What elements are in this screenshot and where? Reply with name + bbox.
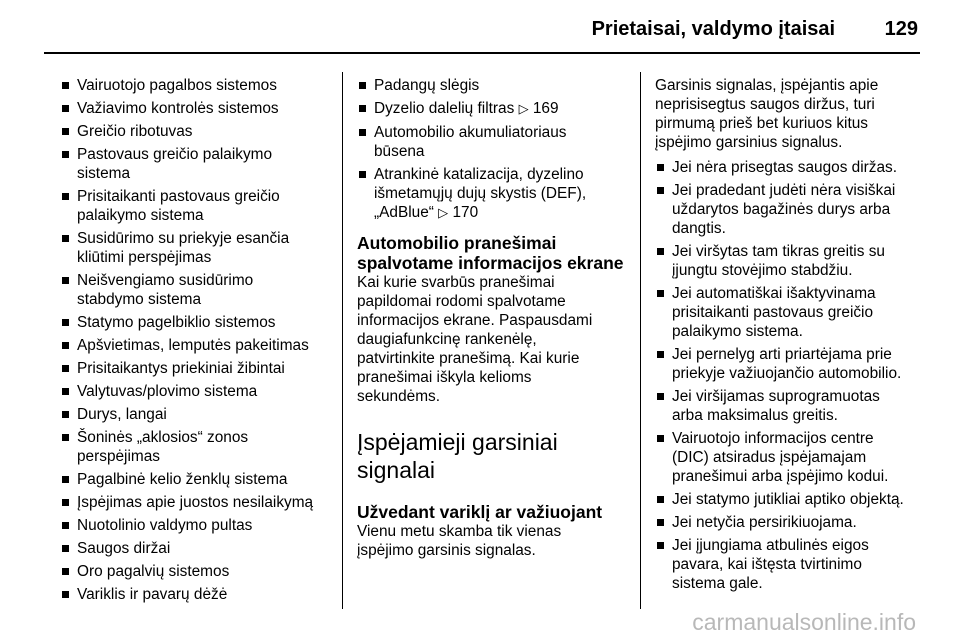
text-line: daugiafunkcinę rankenėlę, — [357, 331, 537, 348]
text-line: kliūtimi perspėjimas — [77, 249, 212, 266]
text-line: papildomai rodomi spalvotame — [357, 293, 566, 310]
text-line: patvirtinkite pranešimą. Kai kurie — [357, 350, 580, 367]
list-item — [60, 405, 332, 424]
page-reference-arrow-icon: ▷ — [438, 206, 449, 221]
text-line: Jei pradedant judėti nėra visiškai — [672, 182, 896, 199]
text-line: Jei įjungiama atbulinės eigos — [672, 537, 869, 554]
section-heading-messages — [357, 233, 629, 273]
text-line: įspėjimo garsinius signalus. — [655, 134, 843, 151]
list-item — [60, 539, 332, 558]
text-line: Apšvietimas, lemputės pakeitimas — [77, 337, 309, 354]
text-line: Oro pagalvių sistemos — [77, 563, 230, 580]
text-line: Vairuotojo pagalbos sistemos — [77, 77, 277, 94]
text-line: (DIC) atsiradus įspėjamajam — [672, 449, 867, 466]
text-line: Įspėjimas apie juostos nesilaikymą — [77, 494, 314, 511]
text-line: išmetamųjų dujų skystis (DEF), — [374, 185, 587, 202]
page-title: Prietaisai, valdymo įtaisai — [591, 18, 836, 40]
list-item — [60, 428, 332, 466]
list-item — [60, 336, 332, 355]
text-line: Statymo pagelbiklio sistemos — [77, 314, 276, 331]
column-1 — [60, 76, 332, 608]
list-item — [60, 122, 332, 141]
text-line: priekyje važiuojančio automobilio. — [672, 365, 902, 382]
text-line: prisitaikanti pastovaus greičio — [672, 304, 874, 321]
list-item — [655, 284, 930, 341]
text-line: Pagalbinė kelio ženklų sistema — [77, 471, 288, 488]
column-3 — [655, 76, 930, 597]
seatbelt-chime-paragraph — [655, 76, 930, 152]
watermark: carmanualsonline.info — [692, 609, 916, 635]
text-line: sistema — [77, 165, 131, 182]
text-line: informacijos ekrane. Paspausdami — [357, 312, 593, 329]
text-line: palaikymo sistema — [77, 207, 204, 224]
text-line: Kai kurie svarbūs pranešimai — [357, 274, 555, 291]
text-line: Jei viršijamas suprogramuotas — [672, 388, 880, 405]
chime-conditions-list — [655, 158, 930, 593]
list-item — [60, 99, 332, 118]
text-line: Važiavimo kontrolės sistemos — [77, 100, 279, 117]
text-line: Padangų slėgis — [374, 77, 480, 94]
text-line: Jei viršytas tam tikras greitis su — [672, 243, 885, 260]
section-heading-warning-chimes — [357, 428, 629, 484]
text-line: pranešimui arba įspėjimo kodui. — [672, 468, 889, 485]
chimes-paragraph — [357, 522, 629, 560]
list-item — [655, 536, 930, 593]
header-rule — [44, 52, 920, 54]
text-line: dangtis. — [672, 220, 726, 237]
page-reference[interactable]: 170 — [452, 204, 479, 221]
column-2 — [357, 76, 629, 566]
page-header — [0, 18, 918, 41]
list-item — [655, 429, 930, 486]
text-line: Prisitaikantys priekiniai žibintai — [77, 360, 285, 377]
column-divider-1 — [342, 72, 343, 609]
list-item — [357, 99, 629, 119]
list-item — [60, 313, 332, 332]
messages-paragraph — [357, 273, 629, 406]
list-item — [655, 345, 930, 383]
topic-list — [60, 76, 332, 604]
text-line: Garsinis signalas, įspėjantis apie — [655, 77, 879, 94]
text-line: Susidūrimo su priekyje esančia — [77, 230, 290, 247]
text-line: Įspėjamieji garsiniai — [357, 429, 558, 455]
text-line: Nuotolinio valdymo pultas — [77, 517, 253, 534]
list-item — [655, 158, 930, 177]
text-line: sekundėms. — [357, 388, 440, 405]
list-item — [60, 470, 332, 489]
text-line: Automobilio akumuliatoriaus — [374, 124, 567, 141]
text-line: neprisisegtus saugos diržus, turi — [655, 96, 875, 113]
text-line: Šoninės „aklosios“ zonos — [77, 429, 249, 446]
list-item — [357, 123, 629, 161]
text-line: Jei statymo jutikliai aptiko objektą. — [672, 491, 904, 508]
list-item — [655, 181, 930, 238]
list-item — [60, 562, 332, 581]
text-line: Vairuotojo informacijos centre — [672, 430, 874, 447]
text-line: įspėjimo garsinis signalas. — [357, 542, 536, 559]
list-item — [357, 165, 629, 223]
text-line: spalvotame informacijos ekrane — [357, 253, 624, 273]
text-line: „AdBlue“ — [374, 204, 434, 221]
text-line: arba maksimalus greitis. — [672, 407, 838, 424]
topic-list-continued — [357, 76, 629, 223]
text-line: uždarytos bagažinės durys arba — [672, 201, 891, 218]
text-line: Atrankinė katalizacija, dyzelino — [374, 166, 584, 183]
text-line: pirmumą prieš bet kuriuos kitus — [655, 115, 868, 132]
list-item — [655, 513, 930, 532]
text-line: Jei netyčia persirikiuojama. — [672, 514, 857, 531]
text-line: Dyzelio dalelių filtras — [374, 100, 515, 117]
subheading-starting-engine: Užvedant variklį ar važiuojant — [357, 502, 603, 522]
text-line: Greičio ribotuvas — [77, 123, 193, 140]
page-reference-arrow-icon: ▷ — [518, 102, 529, 117]
text-line: Pastovaus greičio palaikymo — [77, 146, 273, 163]
list-item — [60, 493, 332, 512]
text-line: būsena — [374, 143, 425, 160]
list-item — [357, 76, 629, 95]
text-line: sistema gale. — [672, 575, 763, 592]
text-line: pavara, kai ištęsta tvirtinimo — [672, 556, 862, 573]
text-line: Jei nėra prisegtas saugos diržas. — [672, 159, 897, 176]
list-item — [655, 490, 930, 509]
text-line: palaikymo sistema. — [672, 323, 803, 340]
list-item — [60, 145, 332, 183]
list-item — [655, 242, 930, 280]
text-line: Valytuvas/plovimo sistema — [77, 383, 258, 400]
page-reference[interactable]: 169 — [532, 100, 559, 117]
list-item — [655, 387, 930, 425]
text-line: perspėjimas — [77, 448, 160, 465]
text-line: pranešimai iškyla kelioms — [357, 369, 532, 386]
list-item — [60, 229, 332, 267]
list-item — [60, 585, 332, 604]
list-item — [60, 382, 332, 401]
text-line: Prisitaikanti pastovaus greičio — [77, 188, 280, 205]
text-line: Neišvengiamo susidūrimo — [77, 272, 254, 289]
text-line: įjungtu stovėjimo stabdžiu. — [672, 262, 853, 279]
text-line: Saugos diržai — [77, 540, 171, 557]
column-divider-2 — [640, 72, 641, 609]
text-line: Jei automatiškai išaktyvinama — [672, 285, 876, 302]
list-item — [60, 76, 332, 95]
text-line: Durys, langai — [77, 406, 167, 423]
list-item — [60, 187, 332, 225]
list-item — [60, 271, 332, 309]
text-line: signalai — [357, 457, 435, 483]
text-line: stabdymo sistema — [77, 291, 202, 308]
text-line: Variklis ir pavarų dėžė — [77, 586, 228, 603]
text-line: Jei pernelyg arti priartėjama prie — [672, 346, 892, 363]
list-item — [60, 359, 332, 378]
page-number: 129 — [884, 18, 918, 40]
list-item — [60, 516, 332, 535]
text-line: Automobilio pranešimai — [357, 233, 557, 253]
text-line: Vienu metu skamba tik vienas — [357, 523, 562, 540]
